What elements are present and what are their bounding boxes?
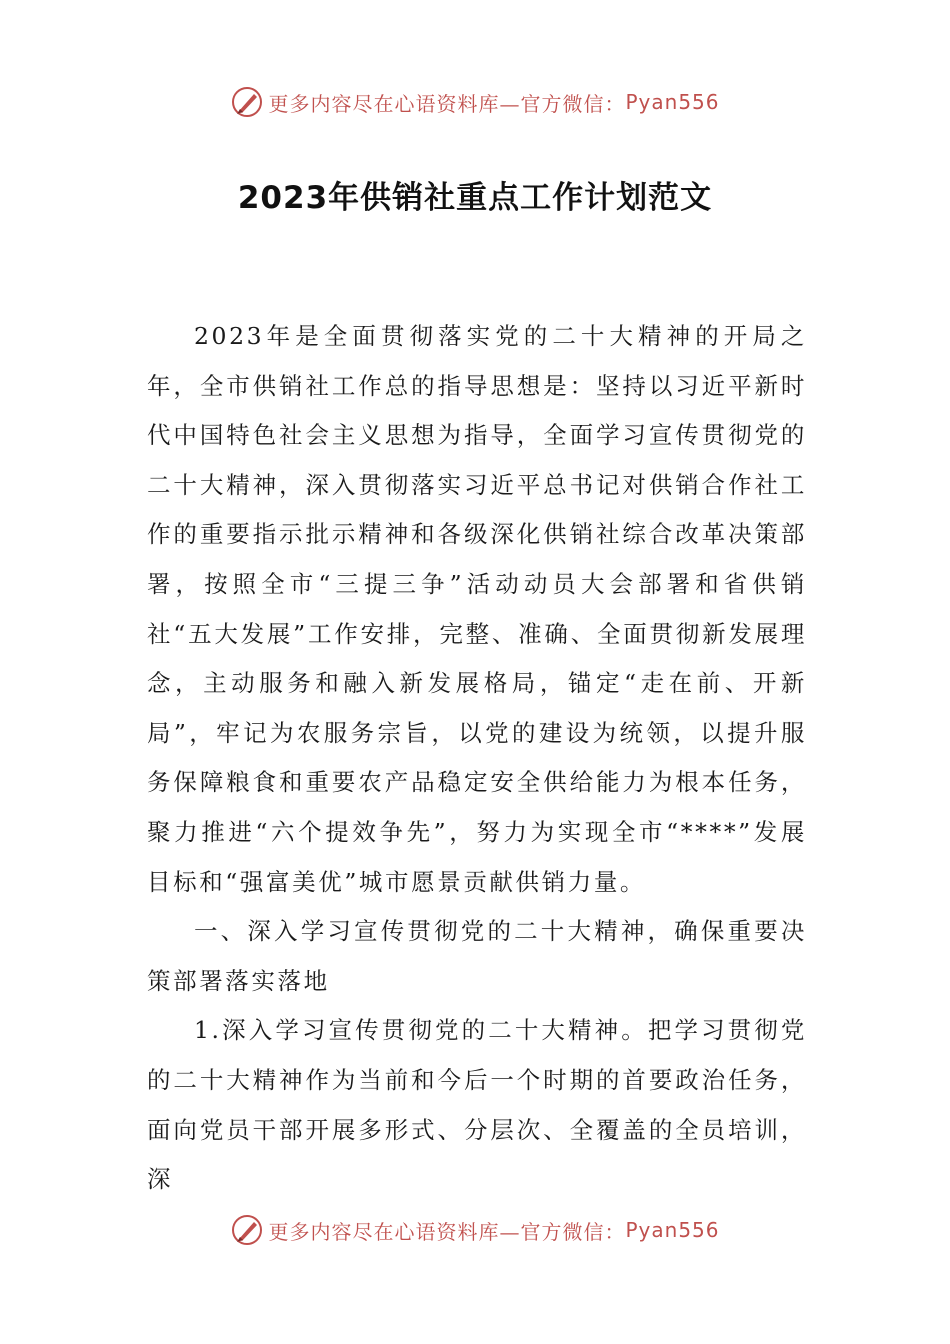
pen-logo-icon bbox=[230, 85, 264, 119]
watermark-wechat-id: Pyan556 bbox=[625, 90, 720, 114]
footer-watermark bbox=[0, 1210, 950, 1250]
watermark-text: 更多内容尽在心语资料库—官方微信： bbox=[268, 1219, 626, 1244]
header-watermark bbox=[0, 82, 950, 122]
pen-logo-icon bbox=[230, 1213, 264, 1247]
paragraph-item-1: 1.深入学习宣传贯彻党的二十大精神。把学习贯彻党的二十大精神作为当前和今后一个时期的首要政治任务，面向党员干部开展多形式、分层次、全覆盖的全员培训，深 bbox=[147, 1016, 807, 1194]
section-heading-1: 一、深入学习宣传贯彻党的二十大精神，确保重要决策部署落实落地 bbox=[147, 917, 807, 995]
document-title: 2023年供销社重点工作计划范文 bbox=[237, 180, 713, 216]
paragraph-intro: 2023年是全面贯彻落实党的二十大精神的开局之年，全市供销社工作总的指导思想是：坚持以习近平新时代中国特色社会主义思想为指导，全面学习宣传贯彻党的二十大精神，深入贯彻落实习近平总书记对供销合作社工作的重要指示批示精神和各级深化供销社综合改革决策部署，按照全市“三提三争”活动动员大会部署和省供销社“五大发展”工作安排，完整、准确、全面贯彻新发展理念，主动服务和融入新发展格局，锚定“走在前、开新局”，牢记为农服务宗旨，以党的建设为统领，以提升服务保障粮食和重要农产品稳定安全供给能力为根本任务，聚力推进“六个提效争先”，努力为实现全市“****”发展目标和“强富美优”城市愿景贡献供销力量。 bbox=[147, 322, 807, 896]
watermark-wechat-id: Pyan556 bbox=[625, 1218, 720, 1242]
document-body bbox=[147, 312, 807, 1205]
watermark-text: 更多内容尽在心语资料库—官方微信： bbox=[268, 91, 626, 116]
